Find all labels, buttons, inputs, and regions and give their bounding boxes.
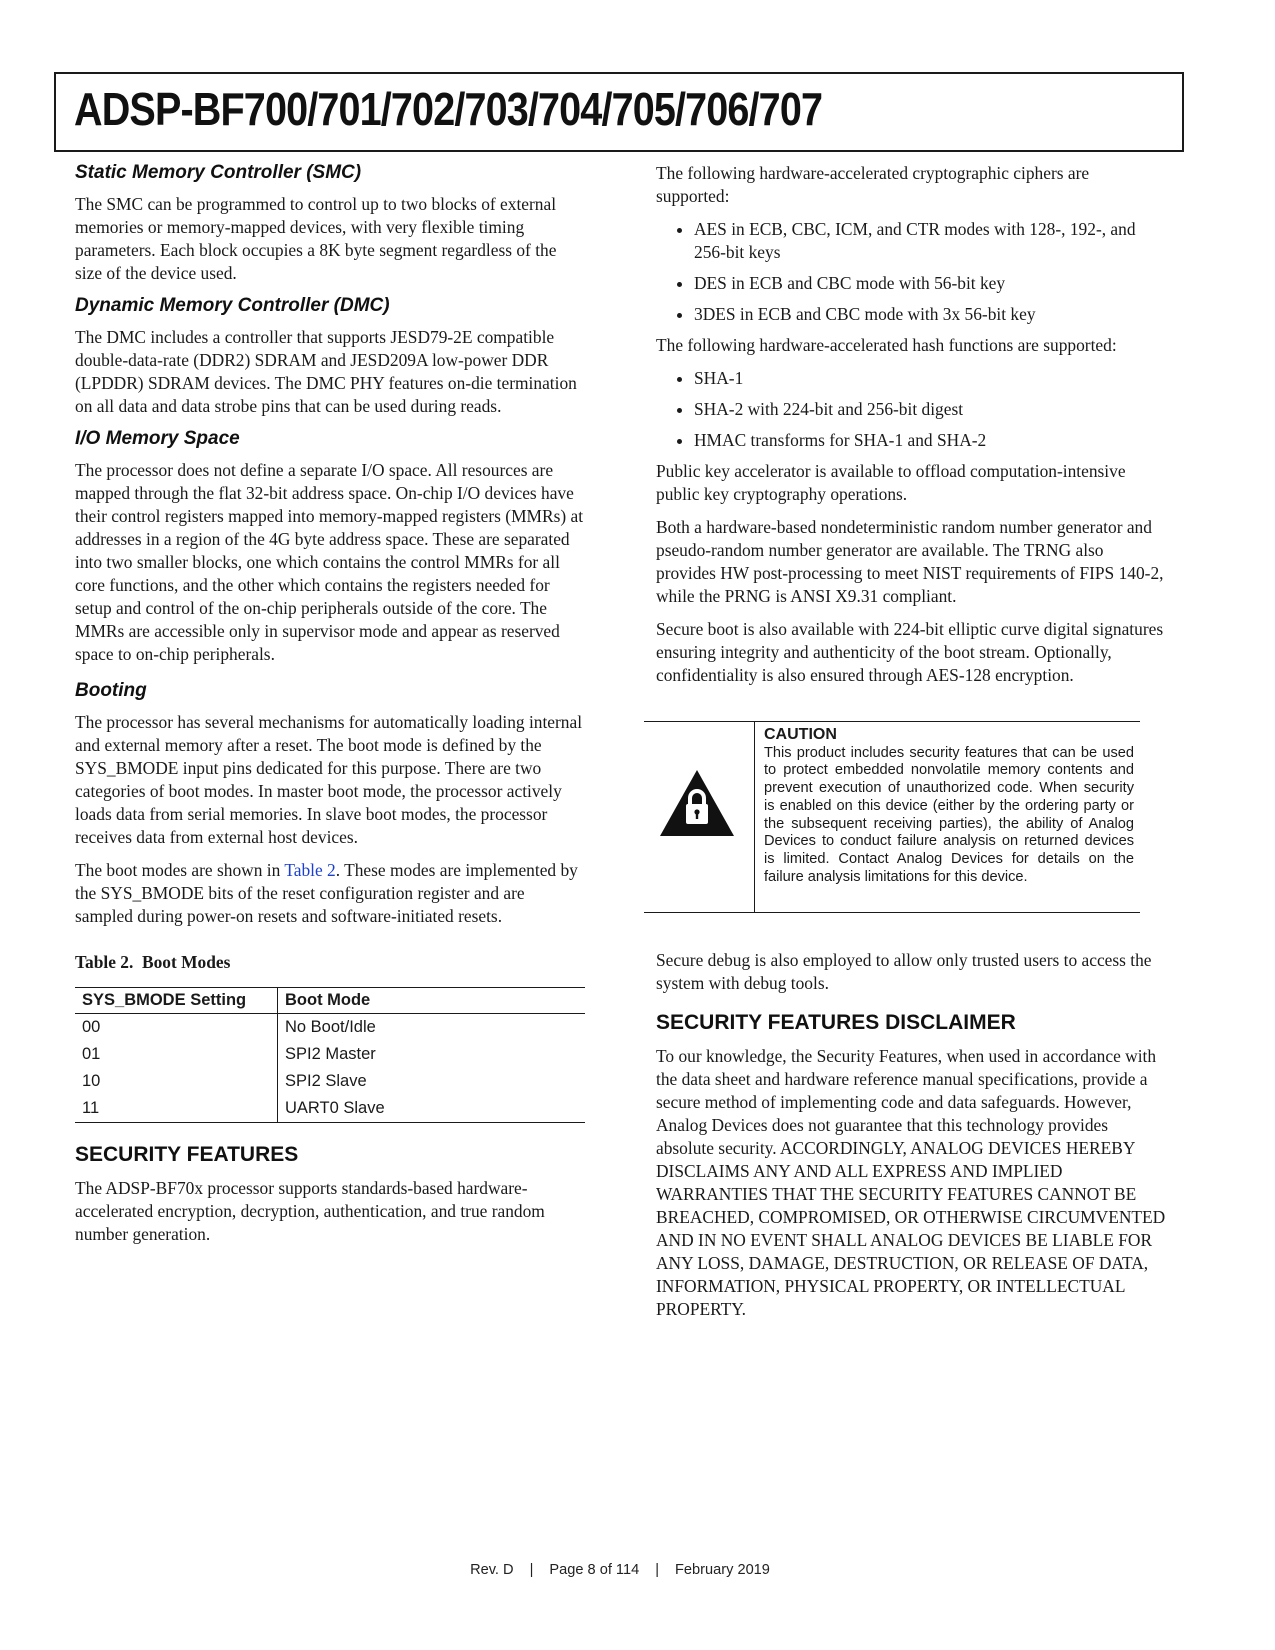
smc-heading: Static Memory Controller (SMC) <box>75 162 362 183</box>
ciphers-list <box>656 218 1166 326</box>
cell-setting: 00 <box>75 1014 278 1042</box>
list-item: • SHA-2 with 224-bit and 256-bit digest <box>694 398 1166 421</box>
security-features-paragraph: The ADSP-BF70x processor supports standards-based hardware-accelerated encryption, decryption, authentication, and true random number generation. <box>75 1178 545 1244</box>
page-footer <box>0 1562 1240 1578</box>
table-header-row <box>75 988 585 1014</box>
rng-paragraph: Both a hardware-based nondeterministic random number generator and pseudo-random number generator are available. The TRNG also provides HW post-processing to meet NIST requirements of FIPS 140-2, while the PRNG is ANSI X9.31 compliant. <box>656 517 1164 606</box>
caution-body: This product includes security features that can be used to protect embedded nonvolatile memory contents and prevent execution of unauthorized code. When security is enabled on this device (either by the ordering party or the subsequent receiving parties), the ability of Analog Devices to conduct failure analysis on returned devices is limited. Contact Analog Devices for details on the failure analysis limitations for this device. <box>764 744 1134 885</box>
footer-separator: | <box>529 1562 534 1578</box>
disclaimer-paragraph: To our knowledge, the Security Features, when used in accordance with the data sheet and hardware reference manual specifications, provide a secure method of implementing code and data safeguards. However, Analog Devices does not guarantee that this technology provides absolute security. ACCORDINGLY, ANALOG DEVICES HEREBY DISCLAIMS ANY AND ALL EXPRESS AND IMPLIED WARRANTIES THAT THE SECURITY FEATURES CANNOT BE BREACHED, COMPROMISED, OR OTHERWISE CIRCUMVENTED AND IN NO EVENT SHALL ANALOG DEVICES BE LIABLE FOR ANY LOSS, DAMAGE, DESTRUCTION, OR RELEASE OF DATA, INFORMATION, PHYSICAL PROPERTY, OR INTELLECTUAL PROPERTY. <box>656 1046 1166 1319</box>
boot-modes-table <box>75 987 585 1123</box>
table-row <box>75 1014 585 1042</box>
boot-modes-paragraph <box>75 859 585 928</box>
cell-setting: 11 <box>75 1095 278 1123</box>
boot-modes-text-pre: The boot modes are shown in <box>75 860 285 880</box>
table-row <box>75 1095 585 1123</box>
boot-modes-text-post: . These modes are implemented by the SYS_BMODE bits of the reset configuration register and are sampled during power-on resets and software-initiated resets. <box>75 860 578 926</box>
footer-page-number: Page 8 of 114 <box>549 1562 640 1578</box>
hash-intro: The following hardware-accelerated hash functions are supported: <box>656 335 1117 355</box>
dmc-paragraph: The DMC includes a controller that supports JESD79-2E compatible double-data-rate (DDR2) SDRAM and JESD209A low-power DDR (LPDDR) SDRAM devices. The DMC PHY features on-die termination on all data and data strobe pins that can be used during reads. <box>75 327 577 416</box>
io-memory-paragraph: The processor does not define a separate I/O space. All resources are mapped through the flat 32-bit address space. On-chip I/O devices have their control registers mapped into memory-mapped registers (MMRs) at addresses in a region of the 4G byte address space. These are separated into two smaller blocks, one which contains the control MMRs for all core functions, and the other which contains the registers needed for setup and control of the on-chip peripherals outside of the core. The MMRs are accessible only in supervisor mode and appear as reserved space to on-chip peripherals. <box>75 460 584 664</box>
smc-paragraph: The SMC can be programmed to control up to two blocks of external memories or memory-mapped devices, with very flexible timing parameters. Each block occupies a 8K byte segment regardless of the size of the device used. <box>75 194 557 283</box>
cell-setting: 01 <box>75 1041 278 1068</box>
cell-mode: UART0 Slave <box>278 1095 586 1123</box>
booting-paragraph: The processor has several mechanisms for automatically loading internal and external memory after a reset. The boot mode is defined by the SYS_BMODE input pins dedicated for this purpose. There are two categories of boot modes. In master boot mode, the processor actively loads data from serial memories. In slave boot modes, the processor receives data from external host devices. <box>75 712 583 847</box>
caution-divider <box>754 722 755 912</box>
caution-title: CAUTION <box>764 726 837 743</box>
footer-separator: | <box>655 1562 659 1578</box>
hash-list <box>656 367 1166 452</box>
footer-date: February 2019 <box>675 1562 770 1578</box>
list-item: • DES in ECB and CBC mode with 56-bit key <box>694 272 1166 295</box>
disclaimer-heading: SECURITY FEATURES DISCLAIMER <box>656 1011 1016 1034</box>
lock-warning-icon <box>658 768 736 838</box>
footer-revision: Rev. D <box>470 1562 514 1578</box>
security-features-heading: SECURITY FEATURES <box>75 1143 299 1166</box>
table-row <box>75 1041 585 1068</box>
secure-boot-paragraph: Secure boot is also available with 224-bit elliptic curve digital signatures ensuring integrity and authenticity of the boot stream. Optionally, confidentiality is also ensured through AES-128 encryption. <box>656 619 1164 685</box>
secure-debug-paragraph: Secure debug is also employed to allow only trusted users to access the system with debug tools. <box>656 950 1152 993</box>
header-boot-mode: Boot Mode <box>278 988 586 1014</box>
list-item: • AES in ECB, CBC, ICM, and CTR modes with 128-, 192-, and 256-bit keys <box>694 218 1166 264</box>
cell-setting: 10 <box>75 1068 278 1095</box>
table-caption: Table 2. Boot Modes <box>75 952 231 972</box>
right-column <box>656 162 1166 1331</box>
io-memory-heading: I/O Memory Space <box>75 428 240 449</box>
cell-mode: SPI2 Master <box>285 1045 376 1063</box>
caution-text <box>764 726 1134 886</box>
pka-paragraph: Public key accelerator is available to offload computation-intensive public key cryptography operations. <box>656 461 1126 504</box>
dmc-heading: Dynamic Memory Controller (DMC) <box>75 295 390 316</box>
list-item: • SHA-1 <box>694 367 1166 390</box>
list-item: • HMAC transforms for SHA-1 and SHA-2 <box>694 429 1166 452</box>
ciphers-intro: The following hardware-accelerated cryptographic ciphers are supported: <box>656 163 1090 206</box>
cell-mode: SPI2 Slave <box>285 1072 367 1090</box>
booting-heading: Booting <box>75 680 147 701</box>
left-column <box>75 162 585 1256</box>
document-title: ADSP-BF700/701/702/703/704/705/706/707 <box>74 83 823 135</box>
header-box <box>54 72 1184 152</box>
table-2-link[interactable]: Table 2 <box>284 860 336 880</box>
list-item: • 3DES in ECB and CBC mode with 3x 56-bit key <box>694 303 1166 326</box>
header-sys-bmode: SYS_BMODE Setting <box>75 988 278 1014</box>
table-row <box>75 1068 585 1095</box>
cell-mode: No Boot/Idle <box>285 1018 376 1036</box>
caution-box <box>644 721 1140 913</box>
